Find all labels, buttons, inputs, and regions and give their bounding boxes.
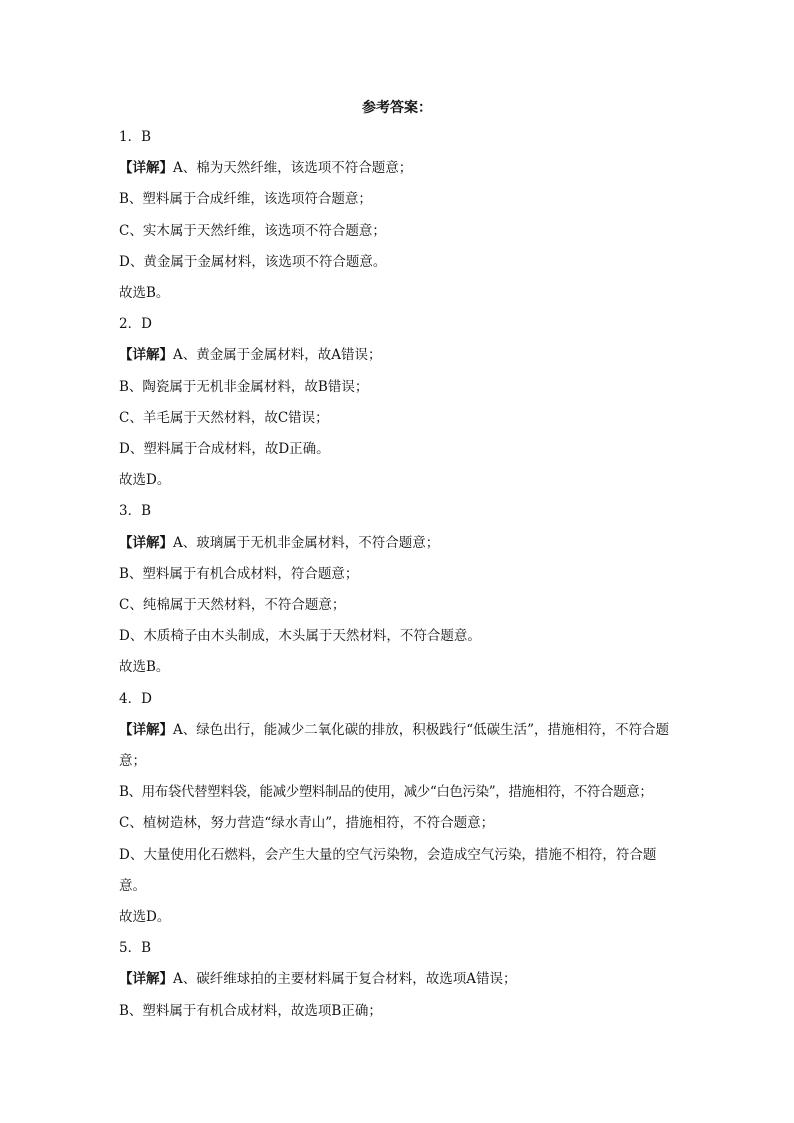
q5-answer: 5．B <box>119 940 152 957</box>
q3-option-b-explanation: B、塑料属于有机合成材料，符合题意； <box>119 565 359 582</box>
q5-option-a-text: A、碳纤维球拍的主要材料属于复合材料，故选项A错误； <box>173 971 517 988</box>
q3-option-a-explanation <box>119 528 679 559</box>
q4-answer: 4．D <box>119 690 152 707</box>
q2-option-a-text: A、黄金属于金属材料，故A错误； <box>173 347 382 364</box>
q3-conclusion: 故选B。 <box>119 659 170 676</box>
q4-conclusion: 故选D。 <box>119 909 171 926</box>
q3-option-d-explanation: D、木质椅子由木头制成，木头属于天然材料，不符合题意。 <box>119 628 481 645</box>
q1-answer: 1．B <box>119 129 152 145</box>
q5-option-a-explanation <box>119 964 679 995</box>
q2-answer: 2．D <box>119 316 152 333</box>
q4-option-d-explanation: D、大量使用化石燃料，会产生大量的空气污染物，会造成空气污染，措施不相符，符合题意。 <box>119 846 657 894</box>
q1-option-d-explanation: D、黄金属于金属材料，该选项不符合题意。 <box>119 253 387 270</box>
answer-content <box>119 122 679 1027</box>
q4-option-a-text: A、绿色出行，能减少二氧化碳的排放，积极践行“低碳生活”，措施相符，不符合题意； <box>119 721 670 770</box>
q1-option-b-explanation: B、塑料属于合成纤维，该选项符合题意； <box>119 191 372 208</box>
q3-option-c-explanation: C、纯棉属于天然材料，不符合题意； <box>119 597 346 614</box>
page-title: 参考答案： <box>362 100 432 116</box>
detail-tag: 【详解】 <box>119 160 173 177</box>
q1-option-c-explanation: C、实木属于天然纤维，该选项不符合题意； <box>119 222 386 239</box>
detail-tag: 【详解】 <box>119 721 173 738</box>
q2-option-a-explanation <box>119 340 679 371</box>
q2-option-b-explanation: B、陶瓷属于无机非金属材料，故B错误； <box>119 378 369 395</box>
q5-option-b-explanation: B、塑料属于有机合成材料，故选项B正确； <box>119 1002 382 1019</box>
q2-conclusion: 故选D。 <box>119 472 171 489</box>
q4-option-a-explanation <box>119 715 679 777</box>
q3-answer: 3．B <box>119 503 152 520</box>
q2-option-d-explanation: D、塑料属于合成材料，故D正确。 <box>119 441 330 458</box>
q2-option-c-explanation: C、羊毛属于天然材料，故C错误； <box>119 409 329 426</box>
q1-conclusion: 故选B。 <box>119 285 170 302</box>
q3-option-a-text: A、玻璃属于无机非金属材料，不符合题意； <box>173 534 440 551</box>
q4-option-b-explanation: B、用布袋代替塑料袋，能减少塑料制品的使用，减少“白色污染”，措施相符，不符合题意； <box>119 784 653 801</box>
q1-option-a-explanation <box>119 153 679 184</box>
q4-option-c-explanation: C、植树造林，努力营造“绿水青山”，措施相符，不符合题意； <box>119 815 495 832</box>
detail-tag: 【详解】 <box>119 971 173 988</box>
detail-tag: 【详解】 <box>119 347 173 364</box>
detail-tag: 【详解】 <box>119 534 173 551</box>
q1-option-a-text: A、棉为天然纤维，该选项不符合题意； <box>173 160 413 177</box>
